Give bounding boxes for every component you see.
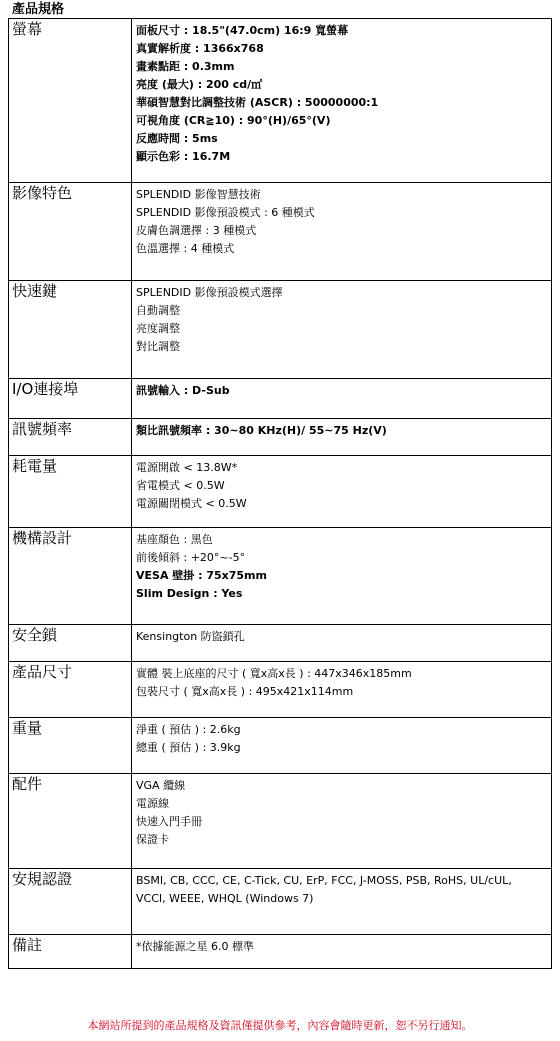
spec-value bbox=[132, 935, 552, 969]
spec-value-line: 電源開啟 < 13.8W* bbox=[136, 461, 238, 474]
spec-value-line: 華碩智慧對比調整技術 (ASCR) : 50000000:1 bbox=[136, 96, 379, 109]
spec-label: 快速鍵 bbox=[9, 281, 132, 379]
spec-value bbox=[132, 662, 552, 718]
spec-table bbox=[8, 18, 552, 969]
spec-label: 耗電量 bbox=[9, 456, 132, 528]
spec-row bbox=[9, 456, 552, 528]
spec-value-line: VESA 壁掛 : 75x75mm bbox=[136, 569, 267, 582]
spec-label: 訊號頻率 bbox=[9, 419, 132, 456]
spec-value-line: *依據能源之星 6.0 標準 bbox=[136, 940, 254, 953]
spec-label: 安全鎖 bbox=[9, 625, 132, 662]
spec-row bbox=[9, 662, 552, 718]
spec-value bbox=[132, 183, 552, 281]
spec-label: 螢幕 bbox=[9, 19, 132, 183]
spec-label: 產品尺寸 bbox=[9, 662, 132, 718]
spec-value-line: 面板尺寸 : 18.5"(47.0cm) 16:9 寬螢幕 bbox=[136, 24, 349, 37]
spec-value-line: 保證卡 bbox=[136, 833, 169, 846]
spec-value-line: SPLENDID 影像預設模式選擇 bbox=[136, 286, 283, 299]
spec-value-line: 電源線 bbox=[136, 797, 169, 810]
spec-value-line: 對比調整 bbox=[136, 340, 180, 353]
spec-value-line: 基座顏色 : 黑色 bbox=[136, 533, 213, 546]
spec-row bbox=[9, 774, 552, 869]
spec-value-line: 快速入門手冊 bbox=[136, 815, 202, 828]
spec-value-line: 訊號輸入 : D-Sub bbox=[136, 384, 230, 397]
spec-value-line: Kensington 防盜鎖孔 bbox=[136, 630, 245, 643]
spec-value-line: SPLENDID 影像智慧技術 bbox=[136, 188, 261, 201]
spec-value bbox=[132, 528, 552, 625]
spec-value bbox=[132, 19, 552, 183]
spec-value bbox=[132, 869, 552, 935]
spec-label: 影像特色 bbox=[9, 183, 132, 281]
spec-value-line: 顯示色彩 : 16.7M bbox=[136, 150, 231, 163]
spec-value bbox=[132, 379, 552, 419]
spec-label: 重量 bbox=[9, 718, 132, 774]
spec-row bbox=[9, 935, 552, 969]
spec-value bbox=[132, 419, 552, 456]
spec-value bbox=[132, 456, 552, 528]
spec-value-line: 可視角度 (CR≧10) : 90°(H)/65°(V) bbox=[136, 114, 331, 127]
spec-label: I/O連接埠 bbox=[9, 379, 132, 419]
spec-value-line: 前後傾斜 : +20°~-5° bbox=[136, 551, 246, 564]
spec-value-line: 畫素點距 : 0.3mm bbox=[136, 60, 235, 73]
spec-value-line: VCCI, WEEE, WHQL (Windows 7) bbox=[136, 892, 314, 905]
spec-value-line: 淨重 ( 預估 ) : 2.6kg bbox=[136, 723, 241, 736]
spec-value-line: 省電模式 < 0.5W bbox=[136, 479, 225, 492]
spec-value bbox=[132, 625, 552, 662]
spec-label: 配件 bbox=[9, 774, 132, 869]
spec-value-line: 實體 裝上底座的尺寸 ( 寬x高x長 ) : 447x346x185mm bbox=[136, 667, 412, 680]
disclaimer-note: 本網站所提到的產品規格及資訊僅提供參考，內容會隨時更新，恕不另行通知。 bbox=[87, 1019, 473, 1032]
spec-value-line: Slim Design : Yes bbox=[136, 587, 243, 600]
spec-row bbox=[9, 718, 552, 774]
spec-value-line: 色溫選擇 : 4 種模式 bbox=[136, 242, 235, 255]
spec-value-line: 反應時間 : 5ms bbox=[136, 132, 218, 145]
spec-row bbox=[9, 281, 552, 379]
spec-value-line: 亮度 (最大) : 200 cd/㎡ bbox=[136, 78, 263, 91]
spec-value bbox=[132, 281, 552, 379]
spec-label: 備註 bbox=[9, 935, 132, 969]
spec-value-line: SPLENDID 影像預設模式 : 6 種模式 bbox=[136, 206, 315, 219]
spec-row bbox=[9, 419, 552, 456]
spec-value-line: 自動調整 bbox=[136, 304, 180, 317]
spec-value-line: 皮膚色調選擇 : 3 種模式 bbox=[136, 224, 257, 237]
spec-row bbox=[9, 19, 552, 183]
spec-value-line: 類比訊號頻率 : 30~80 KHz(H)/ 55~75 Hz(V) bbox=[136, 424, 387, 437]
spec-row bbox=[9, 183, 552, 281]
spec-value bbox=[132, 774, 552, 869]
spec-row bbox=[9, 528, 552, 625]
spec-value-line: 亮度調整 bbox=[136, 322, 180, 335]
spec-row bbox=[9, 379, 552, 419]
spec-row bbox=[9, 869, 552, 935]
spec-value-line: VGA 纜線 bbox=[136, 779, 186, 792]
spec-value-line: BSMI, CB, CCC, CE, C-Tick, CU, ErP, FCC, J-MOSS, PSB, RoHS, UL/cUL, bbox=[136, 874, 512, 887]
spec-row bbox=[9, 625, 552, 662]
spec-value-line: 總重 ( 預估 ) : 3.9kg bbox=[136, 741, 241, 754]
spec-value-line: 真實解析度 : 1366x768 bbox=[136, 42, 264, 55]
spec-label: 機構設計 bbox=[9, 528, 132, 625]
spec-value-line: 包裝尺寸 ( 寬x高x長 ) : 495x421x114mm bbox=[136, 685, 354, 698]
page-title: 產品規格 bbox=[12, 2, 65, 17]
spec-value-line: 電源關閉模式 < 0.5W bbox=[136, 497, 247, 510]
spec-value bbox=[132, 718, 552, 774]
spec-label: 安規認證 bbox=[9, 869, 132, 935]
